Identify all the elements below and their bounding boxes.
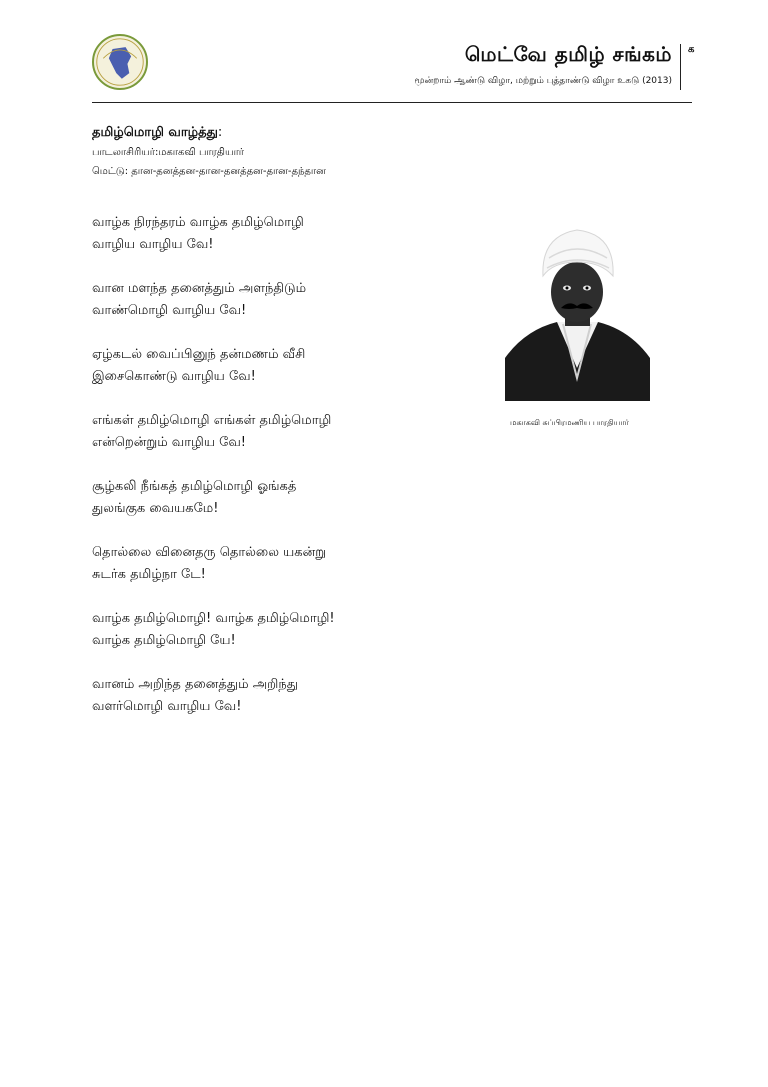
header-title: மெட்வே தமிழ் சங்கம்	[464, 42, 672, 66]
stanza	[92, 344, 452, 388]
verse-line: ஏழ்கடல் வைப்பினுந் தன்மணம் வீசி	[92, 347, 306, 362]
header-divider	[680, 44, 681, 90]
sangam-logo	[92, 34, 148, 90]
stanza	[92, 608, 452, 652]
stanza	[92, 278, 452, 322]
verse-line: தொல்லை வினைதரு தொல்லை யகன்று	[92, 545, 327, 560]
portrait-caption: மகாகவி சுப்பிரமணிய பாரதியார்	[510, 418, 629, 427]
header-rule	[92, 102, 692, 103]
poem-title	[92, 125, 222, 141]
verse-line: எங்கள் தமிழ்மொழி எங்கள் தமிழ்மொழி	[92, 413, 332, 428]
poem-title-colon: :	[217, 125, 223, 140]
verse-line: இசைகொண்டு வாழிய வே!	[92, 369, 256, 384]
bharathiyar-portrait	[505, 218, 650, 401]
stanza	[92, 410, 452, 454]
verse-line: வான மளந்த தனைத்தும் அளந்திடும்	[92, 281, 307, 296]
stanza	[92, 212, 452, 256]
stanza	[92, 476, 452, 520]
verse-line: வானம் அறிந்த தனைத்தும் அறிந்து	[92, 677, 298, 692]
poem-title-text: தமிழ்மொழி வாழ்த்து	[92, 125, 218, 140]
verse-line: வாழ்க நிரந்தரம் வாழ்க தமிழ்மொழி	[92, 215, 304, 230]
verse-line: என்றென்றும் வாழிய வே!	[92, 435, 246, 450]
header-subtitle: மூன்றாம் ஆண்டு விழா, மற்றும் புத்தாண்டு விழா உகடு (2013)	[414, 76, 672, 86]
verse-line: வாண்மொழி வாழிய வே!	[92, 303, 247, 318]
logo-emblem-icon	[94, 36, 146, 88]
meter-line: மெட்டு: தான-தனத்தன-தான-தனத்தன-தான-தந்தான	[92, 166, 326, 177]
verse-line: வாழ்க தமிழ்மொழி! வாழ்க தமிழ்மொழி!	[92, 611, 335, 626]
verse-line: சூழ்கலி நீங்கத் தமிழ்மொழி ஓங்கத்	[92, 479, 297, 494]
stanza	[92, 674, 452, 718]
verse-line: துலங்குக வையகமே!	[92, 501, 219, 516]
portrait-image	[505, 218, 650, 401]
verse-line: வளர்மொழி வாழிய வே!	[92, 699, 242, 714]
stanza	[92, 542, 452, 586]
page-number: க	[688, 44, 695, 55]
poem-body	[92, 212, 452, 740]
verse-line: வாழிய வாழிய வே!	[92, 237, 214, 252]
verse-line: சுடர்க தமிழ்நா டே!	[92, 567, 206, 582]
verse-line: வாழ்க தமிழ்மொழி யே!	[92, 633, 236, 648]
author-line: பாடலாசிரியர்:மகாகவி பாரதியார்	[92, 147, 245, 158]
